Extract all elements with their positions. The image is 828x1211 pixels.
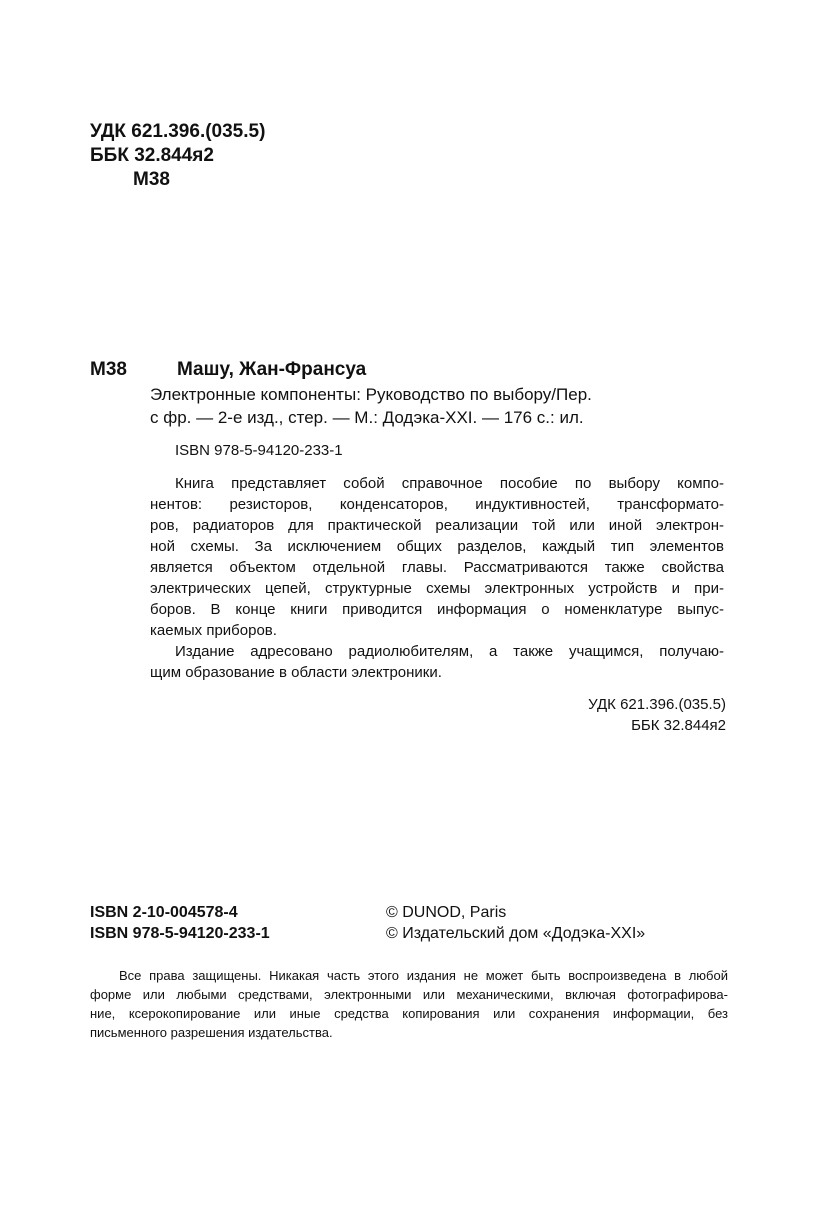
annotation-line: нентов: резисторов, конденсаторов, индуктивностей, трансформато- [150,496,724,513]
rights-notice [90,966,728,1042]
annotation-line: каемых приборов. [150,622,277,639]
book-title-description [150,383,726,429]
annotation-line: ров, радиаторов для практической реализации той или иной электрон- [150,517,724,534]
copyright-holders [386,902,645,944]
title-line: с фр. — 2-е изд., стер. — М.: Додэка-XXI. — 176 с.: ил. [150,408,584,427]
annotation-line: Книга представляет собой справочное пособие по выбору компо- [175,475,724,492]
isbn-russian: ISBN 978-5-94120-233-1 [90,925,270,942]
rights-line: ние, ксерокопирование или иные средства копирования или сохранения информации, без [90,1006,728,1021]
rights-line: форме или любыми средствами, электронными или механическими, включая фотографирова- [90,987,728,1002]
rights-line: Все права защищены. Никакая часть этого издания не может быть воспроизведена в любой [119,968,728,983]
author-name: Машу, Жан-Франсуа [177,359,367,380]
annotation-line: Издание адресовано радиолюбителям, а также учащимся, получаю- [175,643,724,660]
bbk-code: ББК 32.844я2 [631,717,726,734]
annotation-line: электрических цепей, структурные схемы электронных устройств и при- [150,580,724,597]
copyright-russian: © Издательский дом «Додэка-XXI» [386,925,646,942]
bbk-code: ББК 32.844я2 [90,145,214,166]
annotation-line: является объектом отдельной главы. Рассматриваются также свойства [150,559,724,576]
udk-code: УДК 621.396.(035.5) [90,121,266,142]
book-annotation [150,473,724,683]
isbn-list [90,902,270,944]
udk-code: УДК 621.396.(035.5) [588,696,726,713]
author-mark: М38 [133,169,170,190]
title-line: Электронные компоненты: Руководство по выбору/Пер. [150,385,592,404]
annotation-line: щим образование в области электроники. [150,664,442,681]
rights-line: письменного разрешения издательства. [90,1025,333,1040]
classification-codes [90,120,265,192]
isbn-number: ISBN 978-5-94120-233-1 [175,442,343,459]
classification-codes-right [588,694,726,736]
copyright-original: © DUNOD, Paris [386,904,507,921]
annotation-line: боров. В конце книги приводится информация о номенклатуре выпус- [150,601,724,618]
annotation-line: ной схемы. За исключением общих разделов, каждый тип элементов [150,538,724,555]
author-mark: М38 [90,359,127,380]
isbn-original: ISBN 2-10-004578-4 [90,904,238,921]
bibliographic-record [90,357,726,683]
bibliographic-heading [90,357,726,383]
